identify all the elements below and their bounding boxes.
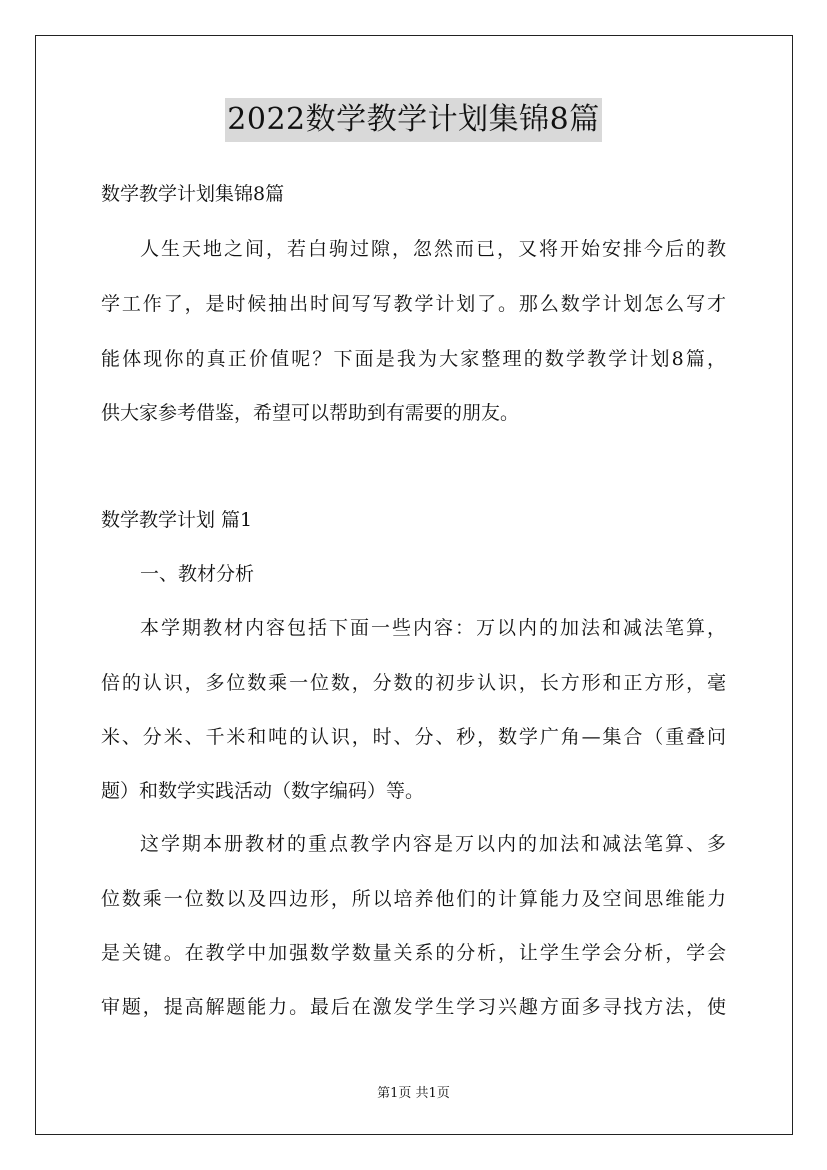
intro-line-2: 学工作了，是时候抽出时间写写教学计划了。那么数学计划怎么写才 xyxy=(101,293,726,315)
intro-line-3: 能体现你的真正价值呢？下面是我为大家整理的数学教学计划8篇， xyxy=(101,348,726,370)
intro-line-1: 人生天地之间，若白驹过隙，忽然而已，又将开始安排今后的教 xyxy=(140,238,726,260)
intro-line-4: 供大家参考借鉴，希望可以帮助到有需要的朋友。 xyxy=(101,402,520,424)
para2-line-3: 是关键。在教学中加强数学数量关系的分析，让学生学会分析，学会 xyxy=(101,942,726,964)
document-subtitle: 数学教学计划集锦8篇 xyxy=(101,183,285,205)
para2-line-2: 位数乘一位数以及四边形，所以培养他们的计算能力及空间思维能力 xyxy=(101,888,726,910)
para1-line-2: 倍的认识，多位数乘一位数，分数的初步认识，长方形和正方形，毫 xyxy=(101,672,726,694)
para1-line-3: 米、分米、千米和吨的认识，时、分、秒，数学广角—集合（重叠问 xyxy=(101,726,726,748)
document-title: 2022数学教学计划集锦8篇 xyxy=(0,98,827,142)
para1-line-1: 本学期教材内容包括下面一些内容：万以内的加法和减法笔算， xyxy=(140,617,726,639)
para1-line-4: 题）和数学实践活动（数字编码）等。 xyxy=(101,780,425,802)
section-heading: 数学教学计划 篇1 xyxy=(101,509,253,531)
page-footer: 第1页 共1页 xyxy=(377,1086,450,1101)
para2-line-4: 审题，提高解题能力。最后在激发学生学习兴趣方面多寻找方法，使 xyxy=(101,996,726,1018)
para2-line-1: 这学期本册教材的重点教学内容是万以内的加法和减法笔算、多 xyxy=(140,833,726,855)
subsection-heading: 一、教材分析 xyxy=(140,563,255,585)
